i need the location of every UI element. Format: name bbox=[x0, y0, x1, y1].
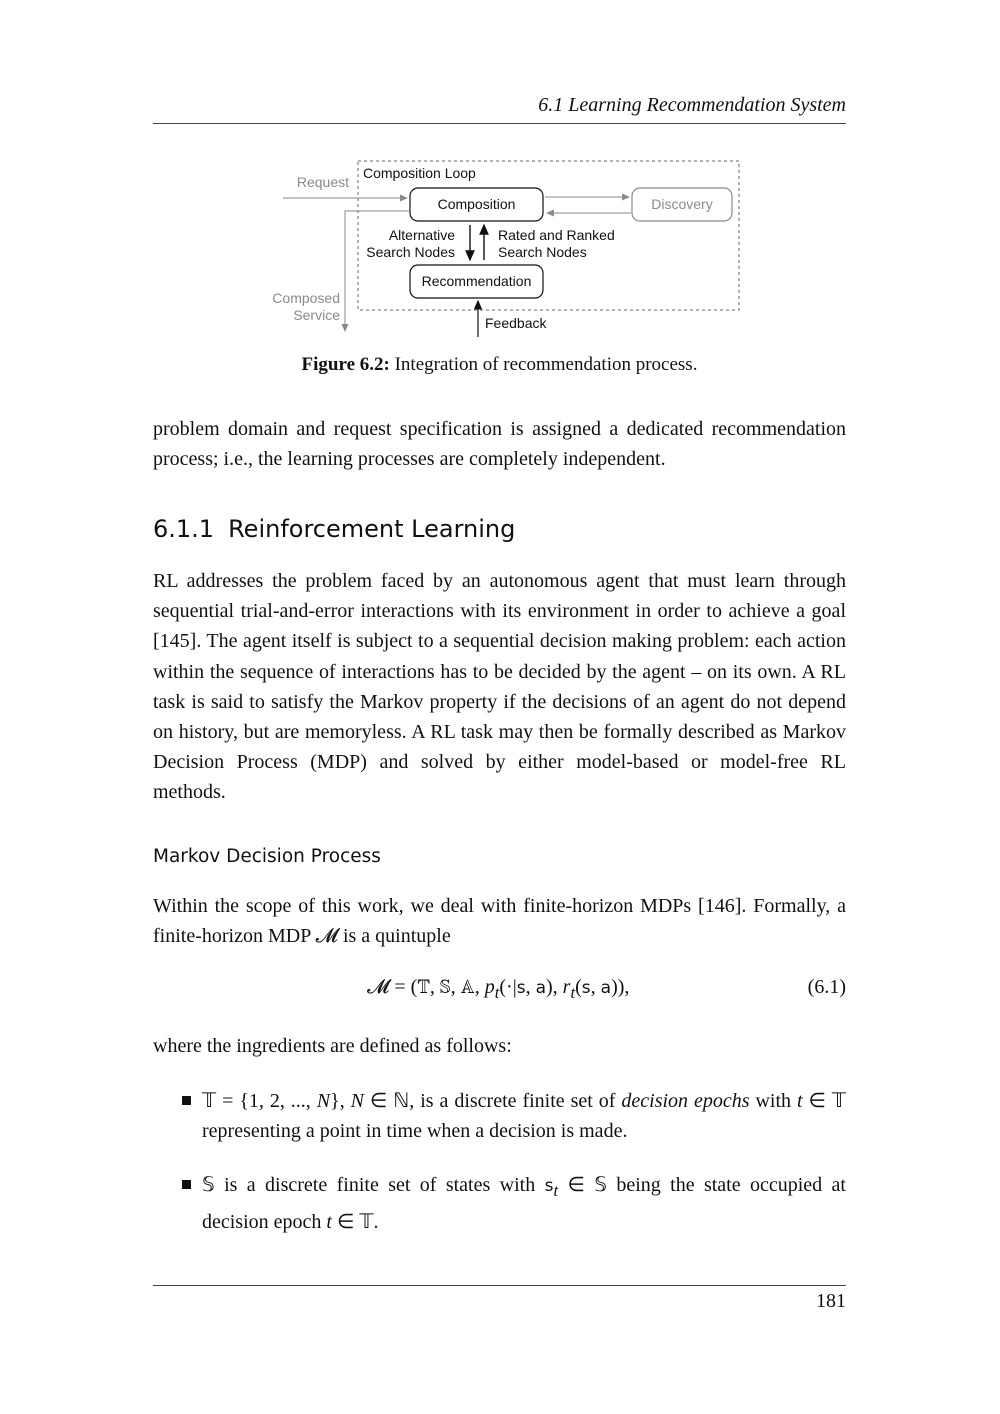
figure-caption bbox=[153, 354, 846, 376]
b1-N1: N bbox=[316, 1090, 331, 1112]
eq-r: r bbox=[562, 976, 571, 998]
eq-open2: ( bbox=[575, 976, 582, 998]
composed-label-2: Service bbox=[293, 307, 340, 323]
feedback-label: Feedback bbox=[485, 315, 547, 331]
b1-in: ∈ ℕ, is a discrete finite set of bbox=[363, 1090, 622, 1112]
section-number: 6.1.1 bbox=[153, 515, 215, 543]
b1-N2: N bbox=[350, 1090, 364, 1112]
eq-close: )), bbox=[611, 976, 630, 998]
eq-comma2: , bbox=[590, 976, 601, 998]
eq-s1: s bbox=[516, 978, 526, 998]
eq-comma1: , bbox=[525, 976, 536, 998]
b1-mid: }, bbox=[330, 1090, 351, 1112]
alternative-label-2: Search Nodes bbox=[366, 244, 455, 260]
composition-loop-label: Composition Loop bbox=[363, 165, 476, 181]
rated-label-2: Search Nodes bbox=[498, 244, 587, 260]
paragraph-mdp: Within the scope of this work, we deal with finite-horizon MDPs [146]. Formally, a finite-horizon MDP 𝓜 is a quintuple bbox=[153, 895, 846, 948]
caption-text: Integration of recommendation process. bbox=[389, 354, 698, 375]
composed-label-1: Composed bbox=[272, 290, 340, 306]
section-title: Reinforcement Learning bbox=[228, 515, 516, 543]
eq-a2: a bbox=[600, 978, 612, 998]
definition-list bbox=[153, 1086, 846, 1261]
eq-t2: t bbox=[570, 983, 576, 1002]
eq-p: p bbox=[484, 976, 495, 998]
eq-lhs: 𝓜 = (𝕋, 𝕊, 𝔸, bbox=[367, 976, 485, 998]
bullet-square-icon bbox=[182, 1180, 191, 1189]
paragraph-continued: problem domain and request specification is assigned a dedicated recommendation process; i.e., the learning processes are completely independent. bbox=[153, 418, 846, 471]
running-head: 6.1 Learning Recommendation System bbox=[538, 94, 846, 116]
b1-term: decision epochs bbox=[621, 1090, 750, 1112]
alternative-label-1: Alternative bbox=[388, 227, 455, 243]
list-item bbox=[153, 1170, 846, 1236]
figure-svg bbox=[265, 155, 755, 345]
b2-s: s bbox=[544, 1176, 554, 1197]
equation-number: (6.1) bbox=[807, 976, 846, 998]
eq-t1: t bbox=[494, 983, 500, 1002]
b1-t: t bbox=[796, 1090, 803, 1112]
header-rule bbox=[153, 123, 846, 124]
bullet-square-icon bbox=[182, 1096, 191, 1105]
discovery-label: Discovery bbox=[651, 196, 713, 212]
eq-mid2: ), bbox=[546, 976, 563, 998]
paragraph-where: where the ingredients are defined as follows: bbox=[153, 1035, 512, 1057]
b2-sub: t bbox=[553, 1181, 559, 1201]
list-item bbox=[153, 1086, 846, 1146]
request-label: Request bbox=[296, 174, 349, 190]
eq-a1: a bbox=[535, 978, 546, 998]
b2-t: t bbox=[326, 1210, 332, 1233]
b1-pre: 𝕋 = {1, 2, ..., bbox=[202, 1090, 317, 1112]
caption-label: Figure 6.2: bbox=[301, 354, 390, 375]
rated-label-1: Rated and Ranked bbox=[498, 227, 615, 243]
page-number: 181 bbox=[816, 1290, 846, 1312]
subsection-heading: Markov Decision Process bbox=[153, 846, 381, 867]
recommendation-label: Recommendation bbox=[421, 273, 532, 289]
b1-with: with bbox=[749, 1090, 797, 1112]
paragraph-rl: RL addresses the problem faced by an autonomous agent that must learn through sequential trial-and-error interactions with its environment in order to achieve a goal [145]. The agent itself is subject to a sequential decision making problem: each action within the sequence of interactions has to be decided by the agent – on its own. A RL task is said to satisfy the Markov property if the decisions of an agent do not depend on history, but are memoryless. A RL task may then be formally described as Markov Decision Process (MDP) and solved by either model-based or model-free RL methods. bbox=[153, 570, 846, 804]
b1-post: ∈ 𝕋 representing a point in time when a decision is made. bbox=[202, 1090, 847, 1143]
b2-post: ∈ 𝕋. bbox=[331, 1210, 379, 1233]
b2-pre: 𝕊 is a discrete finite set of states with bbox=[202, 1174, 545, 1197]
b2-mid: ∈ 𝕊 being the state occupied at decision epoch bbox=[202, 1174, 846, 1233]
figure-diagram bbox=[265, 155, 755, 345]
equation-body bbox=[367, 976, 629, 1003]
eq-mid1: (·| bbox=[499, 976, 517, 998]
footer-rule bbox=[153, 1285, 846, 1286]
section-heading bbox=[153, 515, 515, 543]
eq-s2: s bbox=[581, 978, 591, 998]
equation-6-1 bbox=[153, 976, 846, 1008]
composition-label: Composition bbox=[437, 196, 516, 212]
